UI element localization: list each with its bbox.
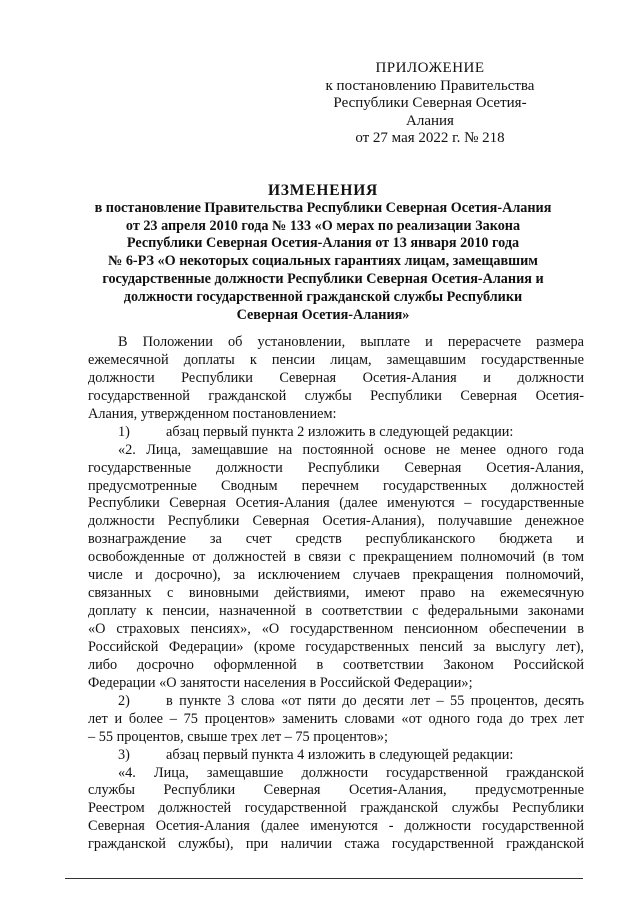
quote-line: Реестром должностей государственной гражданской службы Республики [88, 800, 584, 817]
quote-line: числе и досрочно), за исключением случаев прекращения полномочий, [88, 567, 584, 584]
item-text: абзац первый пункта 2 изложить в следующей редакции: [166, 423, 514, 440]
quote-line: Российской Федерации» (кроме государственных пенсий за выслугу лет), [88, 638, 584, 655]
heading-line: государственные должности Республики Северная Осетия-Алания и [102, 270, 544, 287]
paragraph-line: ежемесячной доплаты к пенсии лицам, замещавшим государственные [88, 351, 584, 368]
paragraph-line: – 55 процентов, свыше трех лет – 75 процентов»; [88, 728, 388, 745]
paragraph-line: В Положении об установлении, выплате и перерасчете размера [118, 334, 584, 350]
heading-line: № 6-РЗ «О некоторых социальных гарантиях лицам, замещавшим [108, 253, 538, 270]
list-item-2 [88, 693, 584, 711]
appendix-line: от 27 мая 2022 г. № 218 [355, 130, 505, 146]
quote-line: либо досрочно оформленной в соответствии Законом Российской [88, 656, 584, 673]
quote-line: службы Республики Северная Осетия-Алания, предусмотренные [88, 782, 584, 799]
heading-line: должности государственной гражданской службы Республики [123, 288, 523, 305]
quote-line: «4. Лица, замещавшие должности государственной гражданской [118, 764, 584, 781]
quote-line: «О страховых пенсиях», «О государственном пенсионном обеспечении в [88, 621, 584, 637]
appendix-line: Республики Северная Осетия-Алания [333, 95, 527, 129]
quote-line: «2. Лица, замещавшие на постоянной основе не менее одного года [118, 441, 584, 458]
quote-line: Республики Северная Осетия-Алания (далее именуются – государственные [88, 495, 584, 512]
quote-line: государственные должности Республики Северная Осетия-Алания, [88, 459, 584, 476]
quote-line: связанных с виновными действиями, имеют право на ежемесячную [88, 585, 584, 602]
quote-line: предусмотренные Сводным перечнем государственных должностей [88, 477, 584, 494]
paragraph-line: лет и более – 75 процентов» заменить словами «от одного года до трех лет [88, 710, 584, 727]
paragraph-line: Алания, утвержденном постановлением: [88, 405, 337, 422]
item-text: абзац первый пункта 4 изложить в следующей редакции: [166, 746, 514, 763]
item-number: 3) [118, 746, 130, 763]
appendix-title: ПРИЛОЖЕНИЕ [375, 60, 485, 76]
appendix-block [320, 60, 540, 148]
quote-line: Федерации «О занятости населения в Российской Федерации»; [88, 674, 473, 691]
heading-line: Республики Северная Осетия-Алания от 13 января 2010 года [126, 235, 520, 252]
quote-line: Северная Осетия-Алания (далее именуются - должности государственной [88, 818, 584, 835]
quote-line: гражданской службы), при наличии стажа государственной гражданской [88, 836, 584, 853]
item-number: 2) [118, 692, 130, 709]
heading-line: в постановление Правительства Республики Северная Осетия-Алания [94, 199, 552, 216]
appendix-line: к постановлению Правительства [325, 77, 535, 94]
footer-divider [65, 878, 583, 879]
heading-title: ИЗМЕНЕНИЯ [267, 182, 379, 199]
paragraph-line: должности Республики Северная Осетия-Алания и должности [88, 369, 584, 386]
quote-line: доплату к пенсии, назначенной в соответствии с федеральными законами [88, 603, 584, 620]
quote-line: освобожденные от должностей в связи с прекращением полномочий (в том [88, 549, 584, 566]
document-heading [88, 182, 558, 324]
item-text: в пункте 3 слова «от пяти до десяти лет – 55 процентов, десять [166, 692, 584, 709]
quote-line: должности Республики Северная Осетия-Алания), получавшие денежное [88, 513, 584, 530]
item-number: 1) [118, 423, 130, 440]
quote-line: вознаграждение за счет средств республиканского бюджета и [88, 531, 584, 548]
paragraph-line: государственной гражданской службы Республики Северная Осетия- [88, 387, 584, 404]
list-item-1 [88, 424, 584, 442]
heading-line: от 23 апреля 2010 года № 133 «О мерах по реализации Закона [125, 217, 521, 234]
list-item-3 [88, 747, 584, 765]
heading-line: Северная Осетия-Алания» [236, 306, 410, 323]
document-body [88, 334, 584, 854]
